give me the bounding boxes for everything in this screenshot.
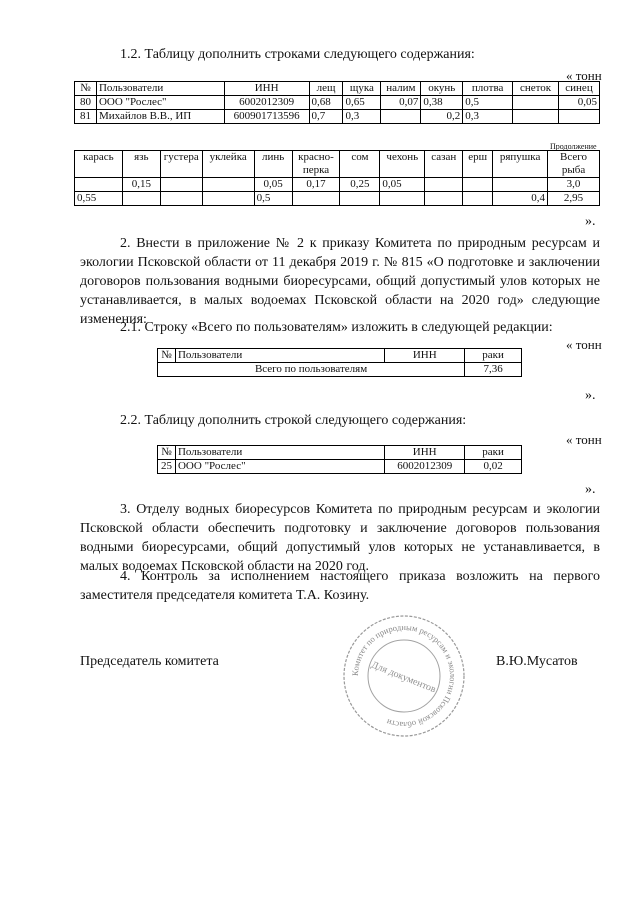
col-header <box>75 151 123 178</box>
cell <box>381 110 421 124</box>
cell: 0,7 <box>309 110 343 124</box>
header-text: красно- <box>298 151 334 163</box>
col-header: снеток <box>513 82 559 96</box>
cell: 0,38 <box>421 96 463 110</box>
cell: 0,05 <box>254 178 292 192</box>
cell <box>425 192 463 206</box>
continuation-label: Продолжение <box>550 142 597 151</box>
cell <box>463 178 493 192</box>
col-header: ИНН <box>385 446 465 460</box>
header-text: карась <box>83 151 114 163</box>
cell <box>380 192 425 206</box>
cell: 3,0 <box>548 178 600 192</box>
cell: ООО "Рослес" <box>96 96 224 110</box>
col-header <box>380 151 425 178</box>
close-quote: ». <box>585 388 596 403</box>
cell: 2,95 <box>548 192 600 206</box>
cell: 0,15 <box>122 178 160 192</box>
col-header <box>548 151 600 178</box>
cell: 0,05 <box>380 178 425 192</box>
cell: 0,5 <box>463 96 513 110</box>
header-text: ряпушка <box>499 151 541 163</box>
cell <box>559 110 600 124</box>
table-total-users <box>157 348 522 377</box>
header-text: чехонь <box>386 151 419 163</box>
cell: 0,2 <box>421 110 463 124</box>
table-row <box>75 178 600 192</box>
cell <box>122 192 160 206</box>
paragraph-3: 3. Отделу водных биоресурсов Комитета по природным ресурсам и экологии Псковской области обеспечить подготовку и заключение договоров пользования водными биоресурсами, общий допустимый улов которых не устанавливается, в малых водоемах Псковской области на 2020 год. <box>80 502 600 574</box>
table-header-row <box>75 151 600 178</box>
col-header <box>292 151 340 178</box>
signatory-name: В.Ю.Мусатов <box>496 654 578 669</box>
table-additions-fish-continued <box>74 150 600 206</box>
header-text: Всего <box>560 151 588 163</box>
col-header <box>340 151 380 178</box>
col-header <box>463 151 493 178</box>
col-header <box>254 151 292 178</box>
col-header: окунь <box>421 82 463 96</box>
cell: 0,05 <box>559 96 600 110</box>
header-text: язь <box>134 151 149 163</box>
cell <box>493 178 548 192</box>
official-stamp <box>340 612 468 740</box>
header-text: сазан <box>431 151 457 163</box>
cell: 81 <box>75 110 97 124</box>
cell: 25 <box>158 460 176 474</box>
col-header: Пользователи <box>96 82 224 96</box>
total-value: 7,36 <box>465 363 522 377</box>
cell: 0,55 <box>75 192 123 206</box>
col-header: Пользователи <box>175 349 384 363</box>
col-header: № <box>75 82 97 96</box>
header-text: сом <box>351 151 369 163</box>
col-header: ИНН <box>224 82 309 96</box>
col-header <box>425 151 463 178</box>
col-header <box>493 151 548 178</box>
col-header: налим <box>381 82 421 96</box>
cell <box>202 178 254 192</box>
cell <box>160 192 202 206</box>
table-additions-fish <box>74 81 600 124</box>
cell: 0,3 <box>343 110 381 124</box>
cell: ООО "Рослес" <box>175 460 384 474</box>
cell <box>202 192 254 206</box>
cell: 80 <box>75 96 97 110</box>
signatory-position: Председатель комитета <box>80 654 219 669</box>
col-header: № <box>158 349 176 363</box>
header-text: линь <box>261 151 285 163</box>
table-row <box>75 192 600 206</box>
cell <box>513 96 559 110</box>
col-header <box>160 151 202 178</box>
cell <box>340 192 380 206</box>
paragraph-2: 2. Внести в приложение № 2 к приказу Комитета по природным ресурсам и экологии Псковской области от 11 декабря 2019 г. № 815 «О подготовке и заключении договоров пользования водными биоресурсами, общий допустимый улов которых не устанавливается, в малых водоемах Псковской области на 2020 год» следующие изменения: <box>80 236 600 327</box>
cell: 0,02 <box>465 460 522 474</box>
cell: 0,17 <box>292 178 340 192</box>
cell <box>292 192 340 206</box>
cell: 0,5 <box>254 192 292 206</box>
col-header: Пользователи <box>175 446 384 460</box>
cell: 0,4 <box>493 192 548 206</box>
table-row <box>158 363 522 377</box>
table-crayfish-addition <box>157 445 522 474</box>
section-1-2-intro: 1.2. Таблицу дополнить строками следующего содержания: <box>120 47 475 62</box>
cell: 0,68 <box>309 96 343 110</box>
cell: Михайлов В.В., ИП <box>96 110 224 124</box>
header-text: уклейка <box>209 151 247 163</box>
header-text: перка <box>302 164 330 176</box>
col-header <box>122 151 160 178</box>
table-header-row <box>158 446 522 460</box>
col-header: щука <box>343 82 381 96</box>
table-row <box>75 110 600 124</box>
table-header-row <box>158 349 522 363</box>
paragraph-4: 4. Контроль за исполнением настоящего приказа возложить на первого заместителя председателя комитета Т.А. Козину. <box>80 569 600 603</box>
cell: 0,3 <box>463 110 513 124</box>
cell: 0,25 <box>340 178 380 192</box>
paragraph-2-2: 2.2. Таблицу дополнить строкой следующего содержания: <box>120 413 467 428</box>
cell: 6002012309 <box>224 96 309 110</box>
cell: 6002012309 <box>385 460 465 474</box>
cell <box>75 178 123 192</box>
cell <box>425 178 463 192</box>
col-header <box>202 151 254 178</box>
header-text: рыба <box>561 164 586 176</box>
open-quote-tonn: « тонн <box>566 68 602 83</box>
table-header-row <box>75 82 600 96</box>
cell: 0,65 <box>343 96 381 110</box>
col-header: плотва <box>463 82 513 96</box>
cell: 600901713596 <box>224 110 309 124</box>
table-row <box>158 460 522 474</box>
col-header: раки <box>465 349 522 363</box>
cell <box>160 178 202 192</box>
table-row <box>75 96 600 110</box>
col-header: лещ <box>309 82 343 96</box>
stamp-ring-text: Комитет по природным ресурсам и экологии Псковской области <box>349 621 459 731</box>
total-label: Всего по пользователям <box>158 363 465 377</box>
close-quote: ». <box>585 214 596 229</box>
open-quote-tonn: « тонн <box>566 432 602 447</box>
col-header: № <box>158 446 176 460</box>
paragraph-2-1: 2.1. Строку «Всего по пользователям» изложить в следующей редакции: <box>120 320 553 335</box>
header-text: густера <box>163 151 199 163</box>
col-header: синец <box>559 82 600 96</box>
cell: 0,07 <box>381 96 421 110</box>
close-quote: ». <box>585 482 596 497</box>
col-header: ИНН <box>385 349 465 363</box>
cell <box>463 192 493 206</box>
cell <box>513 110 559 124</box>
header-text: ерш <box>468 151 488 163</box>
col-header: раки <box>465 446 522 460</box>
open-quote-tonn: « тонн <box>566 337 602 352</box>
stamp-center-text: Для документов <box>369 659 438 696</box>
